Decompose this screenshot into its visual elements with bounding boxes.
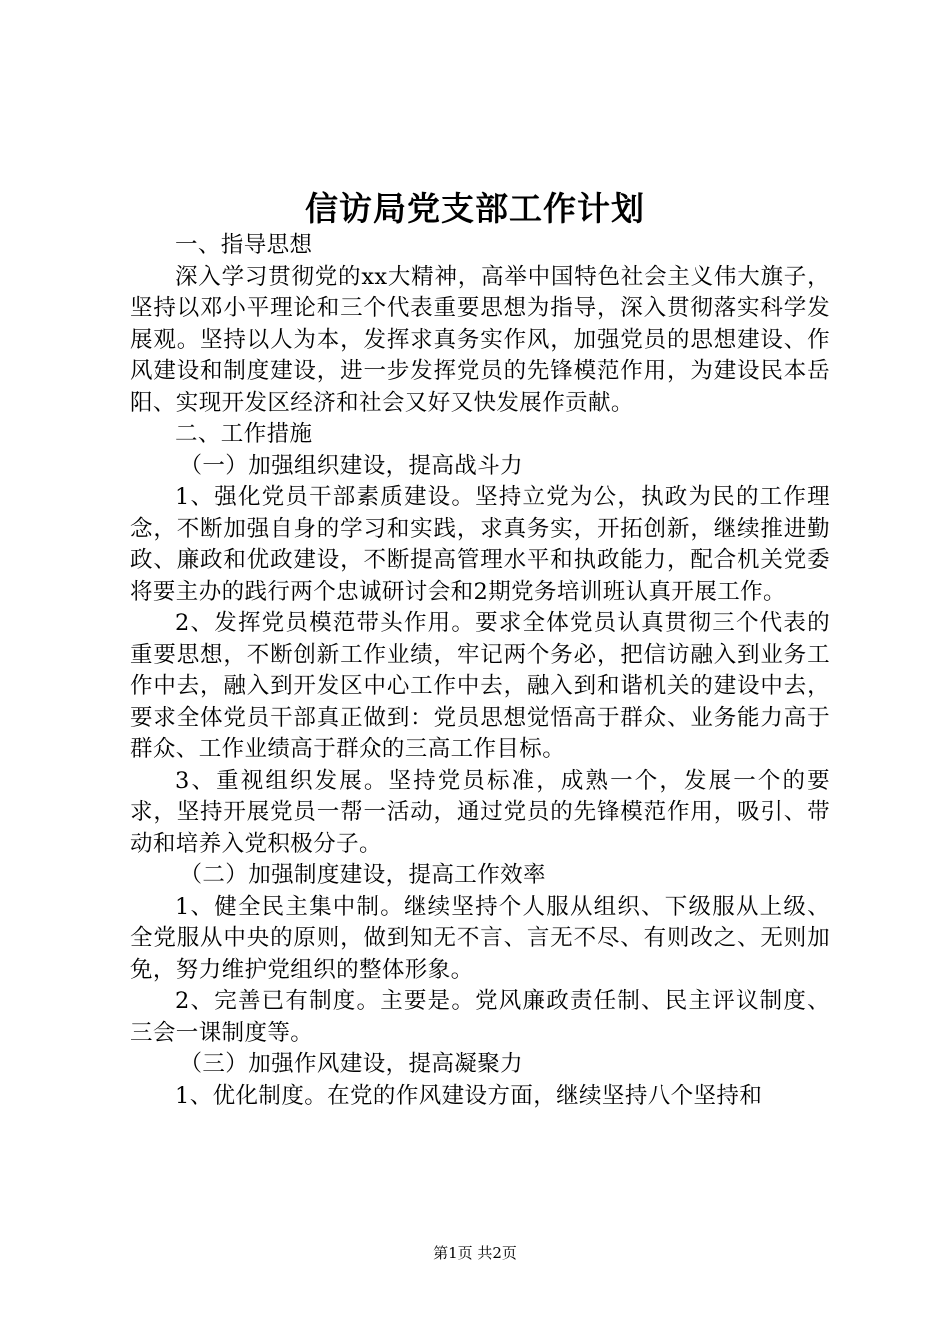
subsection-heading: （二）加强制度建设，提高工作效率: [179, 862, 546, 888]
subsection-heading: （一）加强组织建设，提高战斗力: [179, 452, 524, 479]
body-paragraph: 2、完善已有制度。主要是。党风廉政责任制、民主评议制度、三会一课制度等。: [130, 988, 830, 1046]
body-paragraph: 1、优化制度。在党的作风建设方面，继续坚持八个坚持和: [175, 1082, 763, 1109]
body-paragraph: 1、健全民主集中制。继续坚持个人服从组织、下级服从上级、全党服从中央的原则，做到知无不言、言无不尽、有则改之、无则加免，努力维护党组织的整体形象。: [130, 893, 830, 983]
body-paragraph: 3、重视组织发展。坚持党员标准，成熟一个，发展一个的要求，坚持开展党员一帮一活动，通过党员的先锋模范作用，吸引、带动和培养入党积极分子。: [130, 767, 830, 857]
document-title: 信访局党支部工作计划: [305, 189, 645, 228]
subsection-heading: （三）加强作风建设，提高凝聚力: [179, 1051, 524, 1077]
body-paragraph: 2、发挥党员模范带头作用。要求全体党员认真贯彻三个代表的重要思想，不断创新工作业绩，牢记两个务必，把信访融入到业务工作中去，融入到开发区中心工作中去，融入到和谐机关的建设中去，要求全体党员干部真正做到：党员思想觉悟高于群众、业务能力高于群众、工作业绩高于群众的三高工作目标。: [130, 610, 830, 762]
page-footer: 第1页 共2页: [433, 1244, 517, 1262]
section-heading: 一、指导思想: [175, 232, 313, 258]
document-body: [130, 230, 830, 1112]
body-paragraph: 深入学习贯彻党的xx大精神，高举中国特色社会主义伟大旗子，坚持以邓小平理论和三个代表重要思想为指导，深入贯彻落实科学发展观。坚持以人为本，发挥求真务实作风，加强党员的思想建设、作风建设和制度建设，进一步发挥党员的先锋模范作用，为建设民本岳阳、实现开发区经济和社会又好又快发展作贡献。: [130, 263, 830, 416]
section-heading: 二、工作措施: [175, 421, 313, 447]
body-paragraph: 1、强化党员干部素质建设。坚持立党为公，执政为民的工作理念，不断加强自身的学习和实践，求真务实，开拓创新，继续推进勤政、廉政和优政建设，不断提高管理水平和执政能力，配合机关党委将要主办的践行两个忠诚研讨会和2期党务培训班认真开展工作。: [130, 484, 830, 605]
